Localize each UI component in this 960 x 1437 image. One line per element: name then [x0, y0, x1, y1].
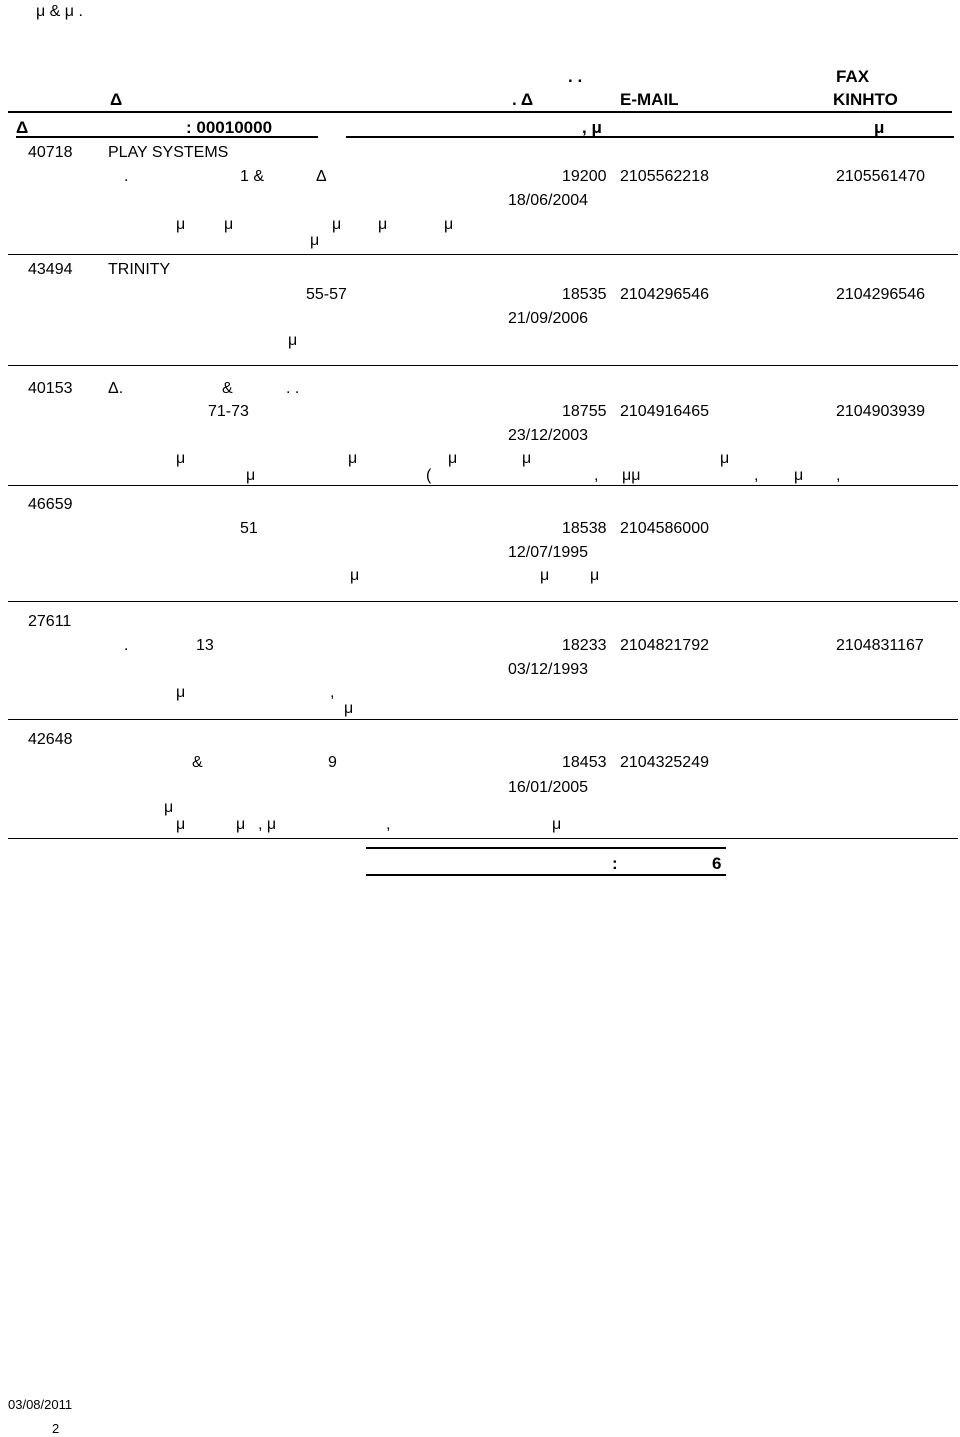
record-separator	[8, 601, 958, 602]
record-phone: 2104916465	[620, 403, 709, 420]
record-date: 21/09/2006	[508, 310, 589, 327]
record-zip: 18755	[562, 403, 607, 420]
footer-date: 03/08/2011	[8, 1397, 73, 1412]
record-description: μμ	[622, 467, 641, 484]
record-description: (	[426, 467, 432, 484]
record-code: 42648	[28, 731, 73, 748]
record-description: ,	[386, 816, 391, 833]
footer-page-number: 2	[52, 1421, 60, 1436]
record-code: 27611	[28, 613, 72, 630]
record-code: 40718	[28, 144, 73, 161]
record-code: 40153	[28, 380, 73, 397]
total-value: 6	[712, 854, 722, 873]
record-description: μ	[246, 467, 256, 484]
header-delta: Δ	[110, 90, 123, 109]
record-description: μ	[176, 816, 186, 833]
record-date: 03/12/1993	[508, 661, 589, 678]
record-address-number: 9	[328, 754, 337, 771]
record-description: , μ	[258, 816, 277, 833]
record-address-number: 71-73	[208, 403, 249, 420]
record-separator	[8, 254, 958, 255]
record-description: μ	[522, 450, 532, 467]
record-description: ,	[594, 467, 599, 484]
record-description: ,	[836, 467, 841, 484]
record-separator	[8, 485, 958, 486]
record-name-part: &	[222, 380, 233, 397]
record-zip: 19200	[562, 168, 607, 185]
record-description: μ	[348, 450, 358, 467]
record-description: μ	[176, 216, 186, 233]
total-rule-bottom	[366, 874, 726, 876]
group-code-underline	[16, 136, 318, 138]
record-phone: 2104325249	[620, 754, 709, 771]
record-date: 18/06/2004	[508, 192, 589, 209]
header-rule	[8, 111, 952, 113]
header-fax: FAX	[836, 67, 870, 86]
record-fax: 2104296546	[836, 286, 925, 303]
record-name-part: . .	[286, 380, 300, 397]
record-code: 46659	[28, 496, 73, 513]
record-description: ,	[754, 467, 759, 484]
record-description: μ	[448, 450, 458, 467]
record-description: μ	[224, 216, 234, 233]
record-description: μ	[164, 799, 174, 816]
record-description: μ	[378, 216, 388, 233]
group-rule	[346, 136, 954, 138]
record-separator	[8, 719, 958, 720]
record-description: μ	[344, 700, 354, 717]
total-rule-top	[366, 847, 726, 849]
record-description: μ	[540, 567, 550, 584]
record-zip: 18233	[562, 637, 607, 654]
record-description: μ	[236, 816, 246, 833]
record-date: 12/07/1995	[508, 544, 589, 561]
record-address-number: 51	[240, 520, 258, 537]
record-description: μ	[720, 450, 730, 467]
record-description: μ	[176, 450, 186, 467]
record-phone: 2105562218	[620, 168, 709, 185]
header-dots: . .	[568, 67, 583, 86]
record-code: 43494	[28, 261, 73, 278]
group-mid: , μ	[582, 118, 602, 137]
record-description: μ	[176, 684, 186, 701]
record-description: μ	[332, 216, 342, 233]
group-code: : 00010000	[186, 118, 273, 137]
record-description: μ	[350, 567, 360, 584]
record-zip: 18453	[562, 754, 607, 771]
record-description: μ	[552, 816, 562, 833]
record-separator	[8, 838, 958, 839]
header-dot-delta: . Δ	[512, 90, 534, 109]
record-address-number: 55-57	[306, 286, 347, 303]
record-phone: 2104296546	[620, 286, 709, 303]
record-name: Δ.	[108, 380, 124, 397]
group-right: μ	[874, 118, 885, 137]
record-description: ,	[330, 684, 335, 701]
record-zip: 18538	[562, 520, 607, 537]
record-date: 23/12/2003	[508, 427, 589, 444]
record-address-number: 1 &	[240, 168, 265, 185]
record-description: μ	[590, 567, 600, 584]
record-name: PLAY SYSTEMS	[108, 144, 229, 161]
total-colon: :	[612, 854, 618, 873]
record-name: TRINITY	[108, 261, 171, 278]
record-description: μ	[288, 332, 298, 349]
record-fax: 2105561470	[836, 168, 925, 185]
record-phone: 2104821792	[620, 637, 709, 654]
page-title: μ & μ .	[36, 3, 83, 20]
record-description: μ	[444, 216, 454, 233]
record-zip: 18535	[562, 286, 607, 303]
record-description: μ	[310, 232, 320, 249]
header-email: E-MAIL	[620, 90, 679, 109]
record-address: .	[124, 637, 129, 654]
record-fax: 2104903939	[836, 403, 925, 420]
record-address: &	[192, 754, 203, 771]
header-mobile: ΚΙΝΗΤΟ	[833, 90, 898, 109]
record-separator	[8, 365, 958, 366]
record-address-number: 13	[196, 637, 214, 654]
group-label: Δ	[16, 118, 29, 137]
record-fax: 2104831167	[836, 637, 924, 654]
record-address-area: Δ	[316, 168, 327, 185]
record-date: 16/01/2005	[508, 779, 589, 796]
record-phone: 2104586000	[620, 520, 709, 537]
record-address: .	[124, 168, 129, 185]
record-description: μ	[794, 467, 804, 484]
